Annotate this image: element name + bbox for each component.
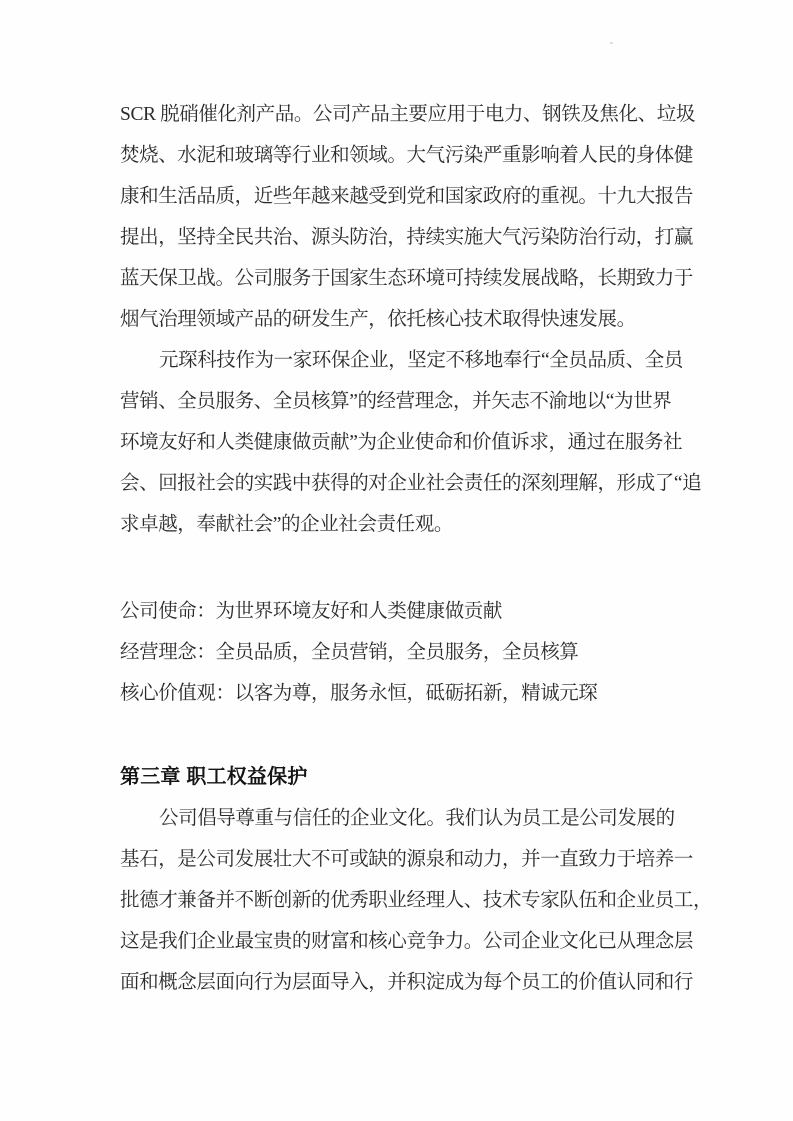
text-line: 环境友好和人类健康做贡献”为企业使命和价值诉求，通过在服务社 xyxy=(120,432,683,453)
text-line: SCR 脱硝催化剂产品。公司产品主要应用于电力、钢铁及焦化、垃圾 xyxy=(120,104,695,125)
paragraph-gap xyxy=(120,545,693,591)
paragraph-first-line: 公司倡导尊重与信任的企业文化。我们认为员工是公司发展的 xyxy=(159,808,675,829)
mission-line: 公司使命：为世界环境友好和人类健康做贡献 xyxy=(120,601,503,622)
text-line: 批德才兼备并不断创新的优秀职业经理人、技术专家队伍和企业员工， xyxy=(120,890,713,911)
text-line: 求卓越，奉献社会”的企业社会责任观。 xyxy=(120,514,453,535)
paragraph-first-line: 元琛科技作为一家环保企业，坚定不移地奉行“全员品质、全员 xyxy=(159,350,683,371)
text-line: 营销、全员服务、全员核算”的经营理念，并矢志不渝地以“为世界 xyxy=(120,391,672,412)
text-line: 面和概念层面向行为层面导入，并积淀成为每个员工的价值认同和行 xyxy=(120,972,694,993)
text-line: 基石，是公司发展壮大不可或缺的源泉和动力，并一直致力于培养一 xyxy=(120,849,694,870)
text-line: 焚烧、水泥和玻璃等行业和领域。大气污染严重影响着人民的身体健 xyxy=(120,145,694,166)
philosophy-line: 经营理念：全员品质，全员营销，全员服务，全员核算 xyxy=(120,642,579,663)
text-line: 烟气治理领域产品的研发生产，依托核心技术取得快速发展。 xyxy=(120,309,636,330)
section-heading: 第三章 职工权益保护 xyxy=(120,766,308,788)
text-line: 提出，坚持全民共治、源头防治，持续实施大气污染防治行动，打赢 xyxy=(120,227,694,248)
values-line: 核心价值观：以客为尊，服务永恒，砥砺拓新，精诚元琛 xyxy=(120,683,598,704)
text-line: 蓝天保卫战。公司服务于国家生态环境可持续发展战略，长期致力于 xyxy=(120,268,694,289)
text-line: 这是我们企业最宝贵的财富和核心竞争力。公司企业文化已从理念层 xyxy=(120,931,694,952)
text-line: 会、回报社会的实践中获得的对企业社会责任的深刻理解，形成了“追 xyxy=(120,473,702,494)
scan-artifact xyxy=(610,42,613,44)
text-line: 康和生活品质，近些年越来越受到党和国家政府的重视。十九大报告 xyxy=(120,186,694,207)
